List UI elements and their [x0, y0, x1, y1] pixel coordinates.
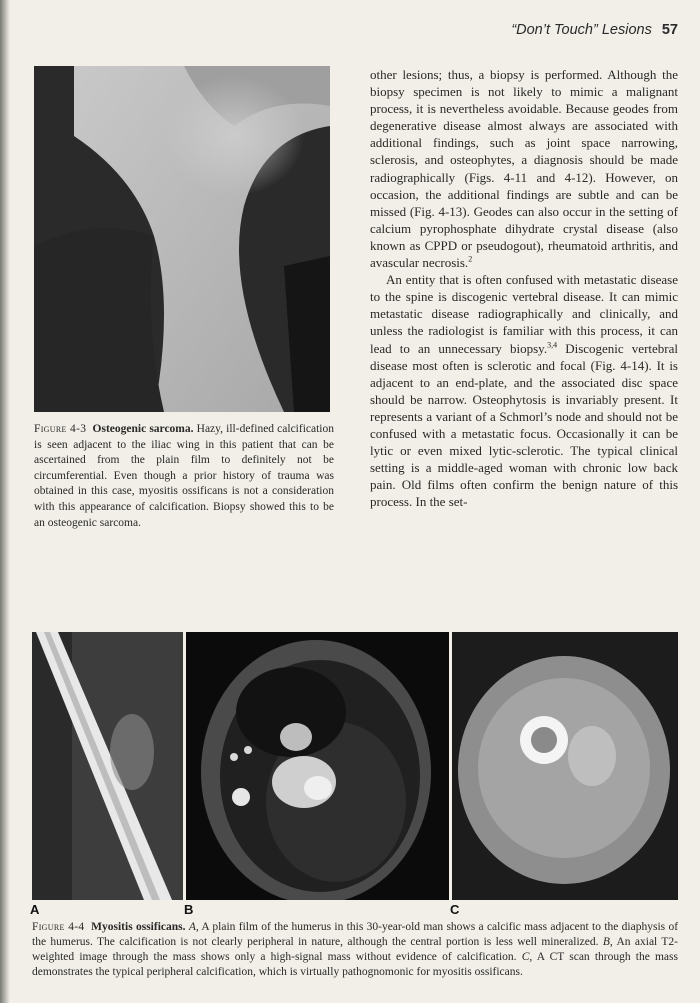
caption-text-a: A plain film of the humerus in this 30-year-old man shows a calcific mass adjacent to the diaphysis of the humerus. The calcification is not clearly peripheral in nature, although the central portion is less well mineralized.: [32, 921, 679, 948]
paragraph-text: An entity that is often confused with metastatic disease to the spine is discogenic vertebral disease. It can mimic metastatic disease radiographically and clinically, and unless the radiologist is familiar with this process, it can lead to an unnecessary biopsy.: [370, 272, 678, 356]
paragraph-text: Discogenic vertebral disease most often is sclerotic and focal (Fig. 4-14). It is adjacent to an end-plate, and the associated disc space should be narrow. Osteophytosis is invariably present. It represents a variant of a Schmorl’s node and should not be confused with a metastatic focus. Occasionally it can be lytic or even mixed lytic-sclerotic. The typical clinical setting is a middle-aged woman with chronic low back pain. Old films often confirm the benign nature of this process. In the set-: [370, 340, 678, 510]
figure-label: Figure 4-4: [32, 921, 85, 933]
figure-title: Osteogenic sarcoma.: [92, 423, 194, 435]
caption-letter-c: C,: [521, 951, 533, 963]
panel-label-a: A: [30, 902, 40, 917]
running-header: [511, 22, 678, 38]
caption-text-c: A CT scan through the mass demonstrates the typical peripheral calcification, which is virtually pathognomonic for myositis ossificans.: [32, 951, 678, 978]
caption-text-b: An axial T2-weighted image through the mass shows only a high-signal mass without evidence of calcification.: [32, 936, 678, 963]
figure-4-3-radiograph: [34, 66, 330, 412]
reference-superscript: 3,4: [547, 340, 558, 350]
caption-text: Hazy, ill-defined calcification is seen adjacent to the iliac wing in this patient that can be ascertained from the plain film to definitely not be circumferential. Even though a prior history of trauma was obtained in this case, myositis ossificans is not a consideration with this appearance of calcification. Biopsy showed this to be an osteogenic sarcoma.: [34, 423, 335, 529]
book-binding-shadow: [0, 0, 10, 1003]
figure-4-4-panel-c-ct: [452, 632, 678, 900]
reference-superscript: 2: [468, 254, 473, 264]
panel-label-c: C: [450, 902, 460, 917]
panel-label-b: B: [184, 902, 194, 917]
figure-label: Figure 4-3: [34, 423, 87, 435]
caption-letter-a: A,: [188, 921, 199, 933]
figure-4-4-caption: [32, 920, 678, 980]
paragraph-text: other lesions; thus, a biopsy is performed. Although the biopsy specimen is not likely to mimic a malignant process, it is nevertheless avoidable. Because geodes from degenerative disease almost always are associated with additional findings, such as joint space narrowing, sclerosis, and osteophytes, a diagnosis should be made radiographically (Figs. 4-11 and 4-12). However, on occasion, the additional findings are subtle and can be missed (Fig. 4-13). Geodes can also occur in the setting of calcium pyrophosphate dihydrate crystal disease (also known as CPPD or pseudogout), rheumatoid arthritis, and avascular necrosis.: [370, 67, 678, 271]
figure-4-4-panel-a-radiograph: [32, 632, 183, 900]
page-number: 57: [661, 22, 678, 38]
figure-title: Myositis ossificans.: [91, 921, 186, 933]
paragraph: [370, 271, 678, 510]
running-title: “Don’t Touch” Lesions: [511, 22, 652, 38]
figure-4-3-caption: [34, 422, 334, 531]
paragraph: [370, 66, 678, 271]
caption-letter-b: B,: [602, 936, 613, 948]
body-text-column: [370, 66, 678, 510]
figure-4-4-panel-b-mri: [186, 632, 449, 900]
